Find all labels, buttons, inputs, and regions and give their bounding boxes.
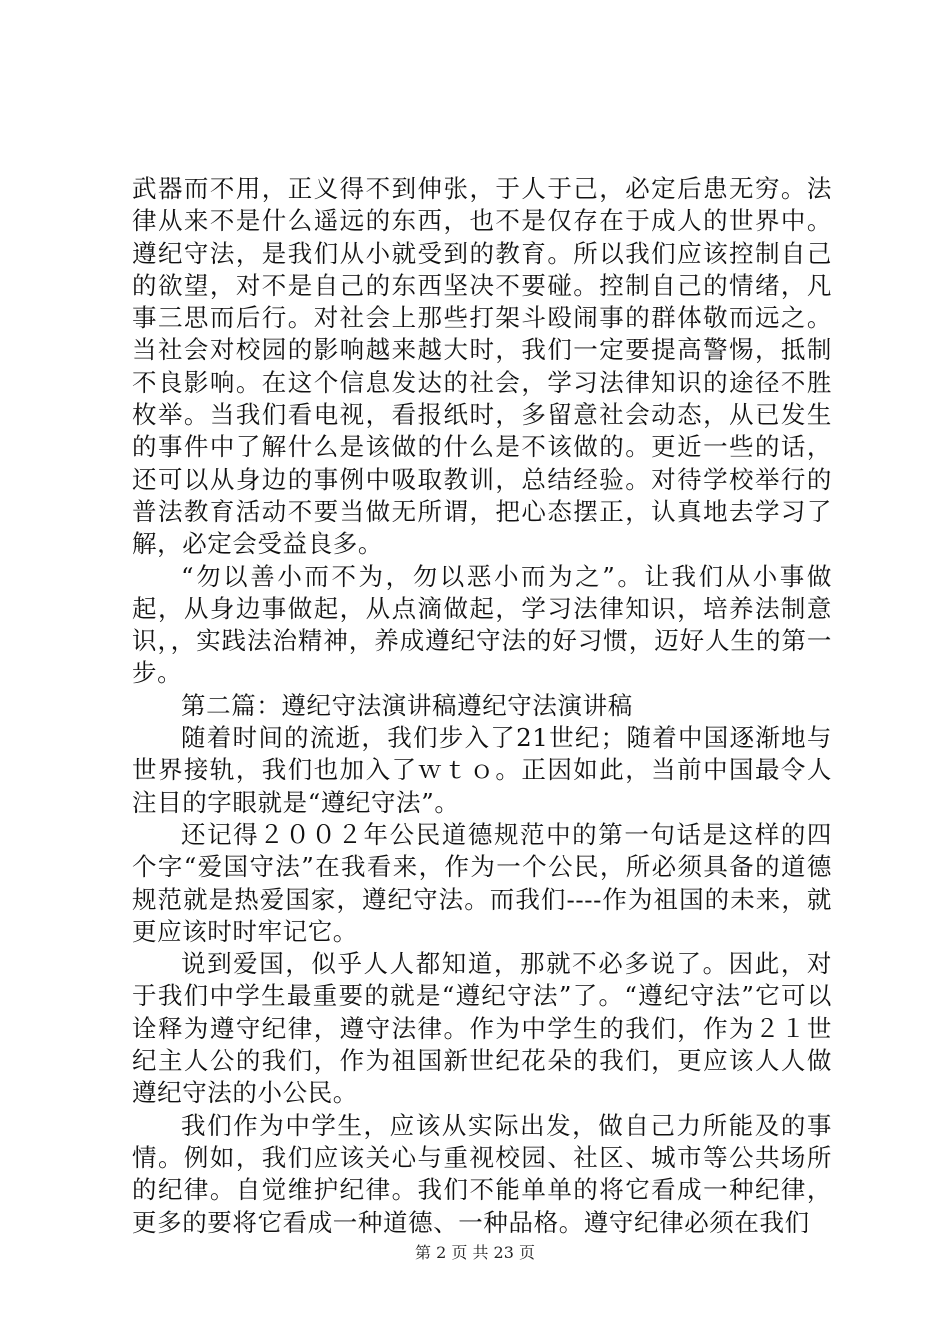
paragraph: 还记得２００２年公民道德规范中的第一句话是这样的四个字“爱国守法”在我看来，作为一个公民，所必须具备的道德规范就是热爱国家，遵纪守法。而我们----作为祖国的未来，就更应该时时牢记它。 [132, 819, 832, 946]
body-text [132, 173, 832, 1239]
section-heading: 第二篇：遵纪守法演讲稿遵纪守法演讲稿 [181, 690, 633, 720]
paragraph: 武器而不用，正义得不到伸张，于人于己，必定后患无穷。法律从来不是什么遥远的东西，也不是仅存在于成人的世界中。遵纪守法，是我们从小就受到的教育。所以我们应该控制自己的欲望，对不是自己的东西坚决不要碰。控制自己的情绪，凡事三思而后行。对社会上那些打架斗殴闹事的群体敬而远之。当社会对校园的影响越来越大时，我们一定要提高警惕，抵制不良影响。在这个信息发达的社会，学习法律知识的途径不胜枚举。当我们看电视，看报纸时，多留意社会动态，从已发生的事件中了解什么是该做的什么是不该做的。更近一些的话，还可以从身边的事例中吸取教训，总结经验。对待学校举行的普法教育活动不要当做无所谓，把心态摆正，认真地去学习了解，必定会受益良多。 [132, 174, 832, 559]
paragraph: 随着时间的流逝，我们步入了21世纪；随着中国逐渐地与世界接轨，我们也加入了ｗｔｏ。正因如此，当前中国最令人注目的字眼就是“遵纪守法”。 [132, 723, 832, 817]
paragraph: 说到爱国，似乎人人都知道，那就不必多说了。因此，对于我们中学生最重要的就是“遵纪守法”了。“遵纪守法”它可以诠释为遵守纪律，遵守法律。作为中学生的我们，作为２１世纪主人公的我们，作为祖国新世纪花朵的我们，更应该人人做遵纪守法的小公民。 [132, 949, 832, 1108]
page-number-footer: 第 2 页 共 23 页 [415, 1243, 535, 1262]
paragraph: 我们作为中学生，应该从实际出发，做自己力所能及的事情。例如，我们应该关心与重视校园、社区、城市等公共场所的纪律。自觉维护纪律。我们不能单单的将它看成一种纪律，更多的要将它看成一种道德、一种品格。遵守纪律必须在我们 [132, 1110, 832, 1237]
paragraph: “勿以善小而不为，勿以恶小而为之”。让我们从小事做起，从身边事做起，从点滴做起，学习法律知识，培养法制意识，，实践法治精神，养成遵纪守法的好习惯，迈好人生的第一步。 [132, 561, 832, 688]
